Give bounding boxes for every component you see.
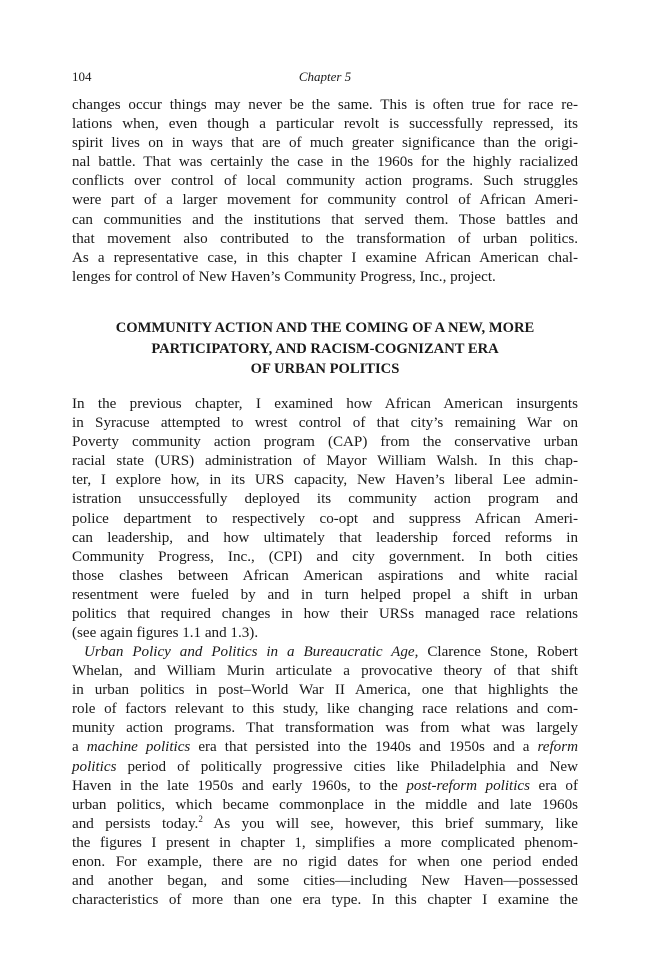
text-line: can communities and the institutions that served them. Those battles and: [72, 211, 578, 228]
text-segment: era that persisted into the 1940s and 1950s and a: [190, 739, 538, 756]
text-segment: Haven in the late 1950s and early 1960s, to the: [72, 777, 407, 794]
text-line: that movement also contributed to the transformation of urban politics.: [72, 230, 578, 247]
italic-term: reform: [537, 739, 578, 756]
text-line: characteristics of more than one era type. In this chapter I examine the: [72, 892, 578, 909]
body-paragraph-2: [72, 643, 578, 910]
text-line: (see again figures 1.1 and 1.3).: [72, 625, 259, 642]
text-line: can leadership, and how ultimately that leadership forced reforms in: [72, 529, 578, 546]
text-line: As a representative case, in this chapter I examine African American chal-: [72, 249, 578, 266]
text-line: [72, 777, 578, 796]
text-line: police department to respectively co-opt and suppress African Ameri-: [72, 510, 578, 527]
text-line: racial state (URS) administration of Mayor William Walsh. In this chap-: [72, 453, 578, 470]
text-line: role of factors relevant to this study, like changing race relations and com-: [72, 701, 578, 718]
italic-term: politics: [72, 758, 117, 775]
text-line: [72, 758, 578, 777]
text-segment: As you will see, however, this brief summary, like: [202, 815, 579, 832]
text-line: Poverty community action program (CAP) from the conservative urban: [72, 434, 578, 451]
text-line: spirit lives on in ways that are of much greater significance than the origi-: [72, 135, 578, 152]
text-line: in urban politics in post–World War II America, one that highlights the: [72, 682, 578, 699]
text-line: the figures I present in chapter 1, simplifies a more complicated phenom-: [72, 834, 578, 851]
text-line: urban politics, which became commonplace in the middle and late 1960s: [72, 796, 578, 813]
text-line: those clashes between African American aspirations and white racial: [72, 567, 578, 584]
text-line: munity action programs. That transformation was from what was largely: [72, 720, 578, 737]
text-segment: period of politically progressive cities like Philadelphia and New: [116, 758, 578, 775]
text-segment: , Clarence Stone, Robert: [414, 644, 578, 660]
text-line: [72, 815, 578, 834]
text-line: istration unsuccessfully deployed its community action program and: [72, 491, 578, 508]
heading-line: COMMUNITY ACTION AND THE COMING OF A NEW, MORE: [115, 320, 535, 336]
text-line: enon. For example, there are no rigid dates for when one period ended: [72, 854, 578, 871]
section-heading: [72, 318, 578, 380]
footnote-marker: 2: [198, 813, 203, 824]
text-segment: and persists today.: [72, 815, 199, 832]
running-head: Chapter 5: [298, 69, 352, 84]
body-paragraph-1: [72, 395, 578, 643]
italic-term: post-reform politics: [406, 777, 530, 794]
text-line: Whelan, and William Murin articulate a provocative theory of that shift: [72, 663, 578, 680]
heading-line: OF URBAN POLITICS: [250, 361, 400, 377]
text-line: changes occur things may never be the same. This is often true for race re-: [72, 97, 578, 113]
heading-line: PARTICIPATORY, AND RACISM-COGNIZANT ERA: [151, 340, 499, 357]
italic-term: machine politics: [86, 739, 191, 756]
text-line: politics that required changes in how their URSs managed race relations: [72, 606, 578, 623]
text-line: ter, I explore how, in its URS capacity, New Haven’s liberal Lee admin-: [72, 472, 578, 489]
intro-paragraph: [72, 96, 578, 287]
text-line: conflicts over control of local community action programs. Such struggles: [72, 173, 578, 190]
book-title: Urban Policy and Politics in a Bureaucratic Age: [84, 644, 415, 660]
text-line: resentment were fueled by and in turn helped propel a shift in urban: [72, 586, 578, 603]
text-line: Community Progress, Inc., (CPI) and city government. In both cities: [72, 548, 578, 565]
text-line: [72, 738, 578, 757]
page-header: [72, 69, 578, 87]
text-line: In the previous chapter, I examined how African American insurgents: [72, 396, 578, 412]
text-line: nal battle. That was certainly the case in the 1960s for the highly racialized: [72, 154, 578, 171]
text-line: and another began, and some cities—including New Haven—possessed: [72, 873, 578, 890]
text-line: lations when, even though a particular revolt is successfully repressed, its: [72, 116, 578, 133]
text-line: lenges for control of New Haven’s Community Progress, Inc., project.: [72, 268, 496, 285]
text-line: [72, 643, 578, 662]
text-line: were part of a larger movement for community control of African Ameri-: [72, 192, 578, 209]
page-number: 104: [72, 69, 92, 84]
text-segment: a: [72, 739, 87, 756]
text-segment: era of: [530, 777, 578, 794]
text-line: in Syracuse attempted to wrest control of that city’s remaining War on: [72, 415, 578, 432]
